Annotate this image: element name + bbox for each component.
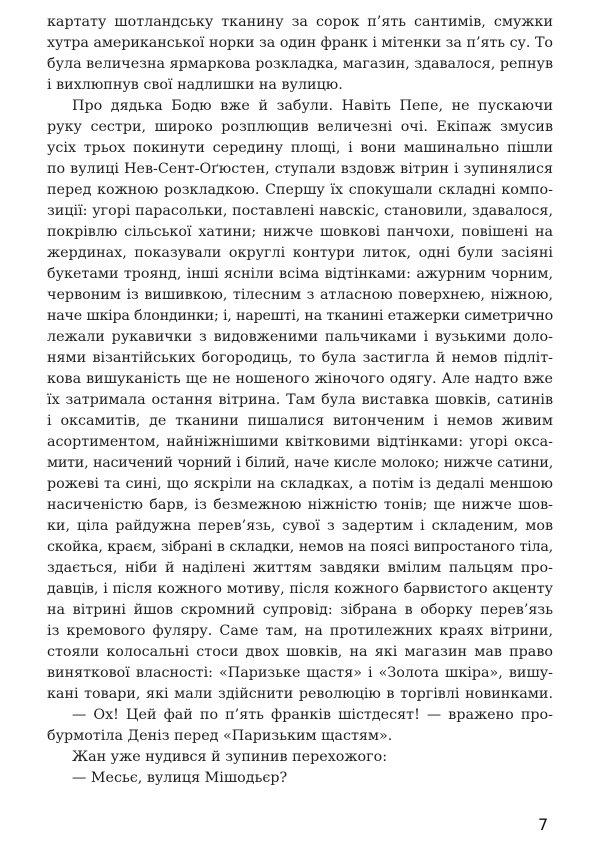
text-line: хутра американської норки за один франк і мітенки за п’ять су. То	[47, 35, 553, 51]
text-line: покрівлю сільської хатини; нижче шовкові панчохи, повішені на	[47, 224, 553, 240]
text-line: кова вишуканість ще не ношеного жіночого одягу. Але надто вже	[47, 371, 553, 387]
text-line: давців, і після кожного мотиву, після кожного барвистого акценту	[47, 581, 553, 597]
text-line: асортиментом, найніжнішими квітковими відтінками: угорі окса-	[47, 434, 553, 450]
text-line: букетами троянд, інші ясніли всіма відтінками: ажурним чорним,	[47, 266, 553, 282]
text-line: на вітрині йшов скромний супровід: зібрана в оборку перев’язь	[47, 602, 553, 618]
text-line: із кремового фуляру. Саме там, на протилежних краях вітрини,	[47, 623, 553, 639]
text-line: нями візантійських богородиць, то була застигла й немов підліт-	[47, 350, 553, 366]
text-line: перед кожною розкладкою. Спершу їх спокушали складні компо-	[47, 182, 553, 198]
text-line: червоним із вишивкою, тілесним з атласною поверхнею, ніжною,	[47, 287, 553, 303]
text-line: жердинах, показували округлі контури литок, одні були засіяні	[47, 245, 553, 261]
text-line: усіх трьох покинути середину площі, і вони машинально пішли	[47, 140, 553, 156]
text-line: скойка, краєм, зібрані в складки, немов на поясі випростаного тіла,	[47, 539, 553, 555]
text-line: насиченістю барв, із безмежною ніжністю тонів; ще нижче шов-	[47, 497, 553, 513]
text-line: і оксамитів, де тканини пишалися витонченим і немов живим	[47, 413, 553, 429]
text-line: і вихлюпнув свої надлишки на вулицю.	[47, 77, 343, 93]
text-line: кані товари, які мали здійснити революцію в торгівлі новинками.	[47, 686, 553, 702]
text-line: руку сестри, широко розплющив величезні очі. Екіпаж змусив	[47, 119, 553, 135]
text-line: ки, ціла райдужна перев’язь, сувої з задертим і складеним, мов	[47, 518, 553, 534]
text-line: Жан уже нудився й зупинив перехожого:	[72, 749, 388, 765]
text-line: їх затримала остання вітрина. Там була виставка шовків, сатинів	[47, 392, 553, 408]
text-line: картату шотландську тканину за сорок п’ять сантимів, смужки	[47, 14, 553, 30]
text-line: мити, насичений чорний і білий, наче кисле молоко; нижче сатини,	[47, 455, 553, 471]
body-text	[47, 12, 553, 789]
text-line: виняткової власності: «Паризьке щастя» і «Золота шкіра», вишу-	[47, 665, 553, 681]
text-line: стояли колосальні стоси двох шовків, на які магазин мав право	[47, 644, 553, 660]
text-line: Про дядька Бодю вже й забули. Навіть Пепе, не пускаючи	[72, 98, 553, 114]
text-line: по вулиці Нев-Сент-Оґюстен, ступали вздовж вітрин і зупинялися	[47, 161, 553, 177]
text-line: — Месьє, вулиця Мішодьєр?	[72, 770, 288, 786]
text-line: здається, ніби й наділені життям завдяки вмілим пальцям про-	[47, 560, 553, 576]
text-line: бурмотіла Деніз перед «Паризьким щастям».	[47, 728, 393, 744]
text-line: рожеві та сині, що яскріли на складках, а потім із дедалі меншою	[47, 476, 553, 492]
text-line: лежали рукавички з видовженими пальчиками і вузькими доло-	[47, 329, 553, 345]
text-line: зиції: угорі парасольки, поставлені навскіс, становили, здавалося,	[47, 203, 553, 219]
text-line: — Ох! Цей фай по п’ять франків шістдесят! — вражено про-	[72, 707, 553, 723]
text-line: була величезна ярмаркова розкладка, магазин, здавалося, репнув	[47, 56, 553, 72]
text-line: наче шкіра блондинки; і, нарешті, на тканині етажерки симетрично	[47, 308, 553, 324]
page-number: 7	[538, 815, 549, 834]
